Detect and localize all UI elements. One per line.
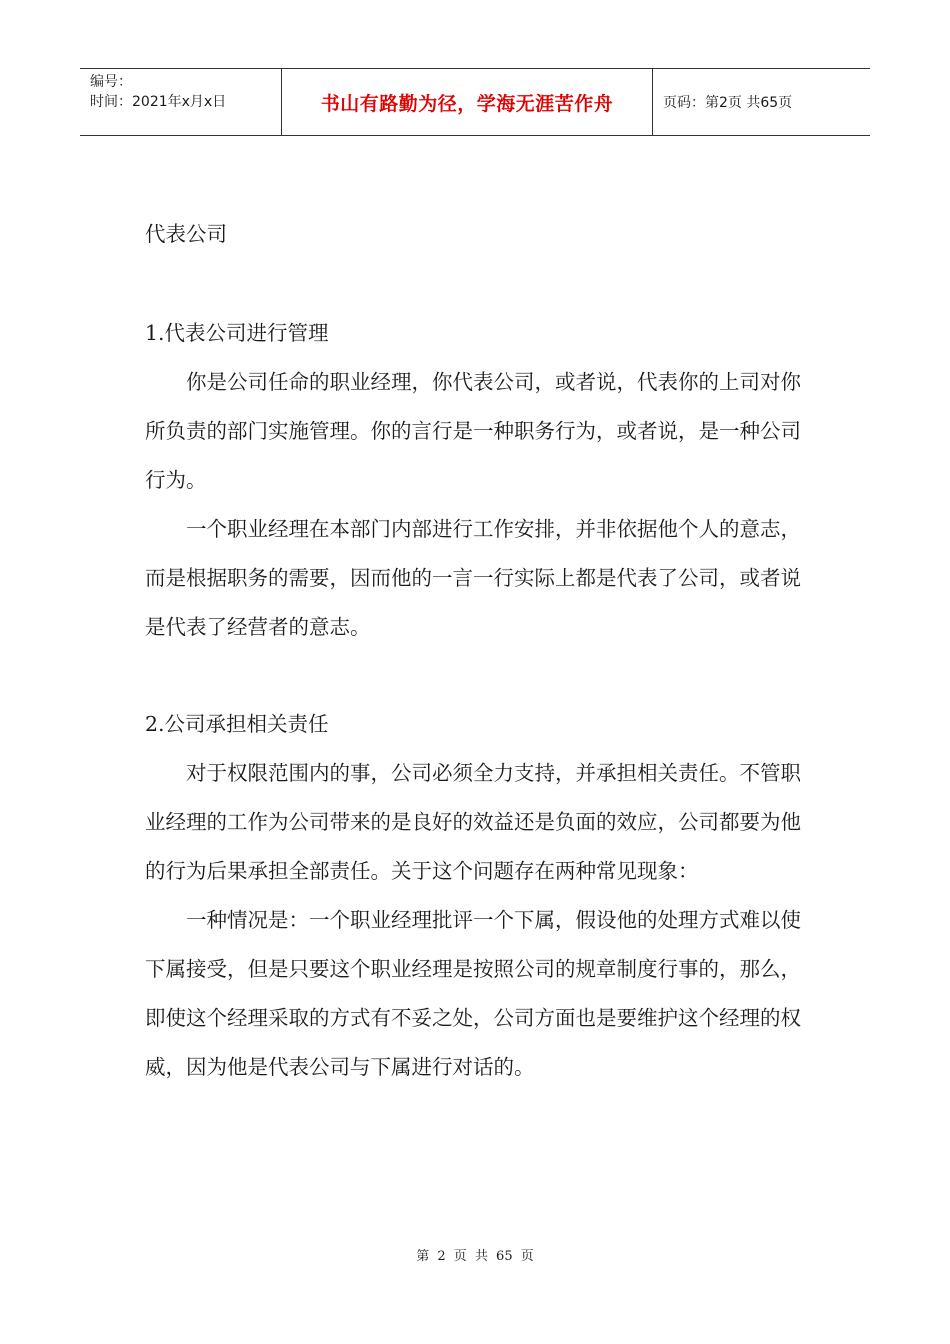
document-header xyxy=(80,68,870,136)
subsection-heading-1: 1.代表公司进行管理 xyxy=(145,321,329,345)
header-motto: 书山有路勤为径，学海无涯苦作舟 xyxy=(282,69,653,135)
paragraph: 一个职业经理在本部门内部进行工作安排，并非依据他个人的意志，而是根据职务的需要，因而他的一言一行实际上都是代表了公司，或者说是代表了经营者的意志。 xyxy=(145,517,801,639)
subsection-heading-2: 2.公司承担相关责任 xyxy=(145,712,329,736)
header-meta-cell xyxy=(80,69,282,135)
page-footer: 第 2 页 共 65 页 xyxy=(416,1249,534,1264)
document-number-label: 编号： xyxy=(90,74,132,90)
paragraph: 对于权限范围内的事，公司必须全力支持，并承担相关责任。不管职业经理的工作为公司带来的是良好的效益还是负面的效应，公司都要为他的行为后果承担全部责任。关于这个问题存在两种常见现象： xyxy=(145,761,801,883)
document-body xyxy=(145,210,805,1092)
header-page-info: 页码：第2页 共65页 xyxy=(663,95,793,111)
paragraph: 一种情况是：一个职业经理批评一个下属，假设他的处理方式难以使下属接受，但是只要这个职业经理是按照公司的规章制度行事的，那么，即使这个经理采取的方式有不妥之处，公司方面也是要维护这个经理的权威，因为他是代表公司与下属进行对话的。 xyxy=(145,908,801,1079)
paragraph: 你是公司任命的职业经理，你代表公司，或者说，代表你的上司对你所负责的部门实施管理。你的言行是一种职务行为，或者说，是一种公司行为。 xyxy=(145,370,801,492)
document-date-label: 时间：2021年x月x日 xyxy=(90,94,227,110)
section-title: 代表公司 xyxy=(145,222,227,246)
